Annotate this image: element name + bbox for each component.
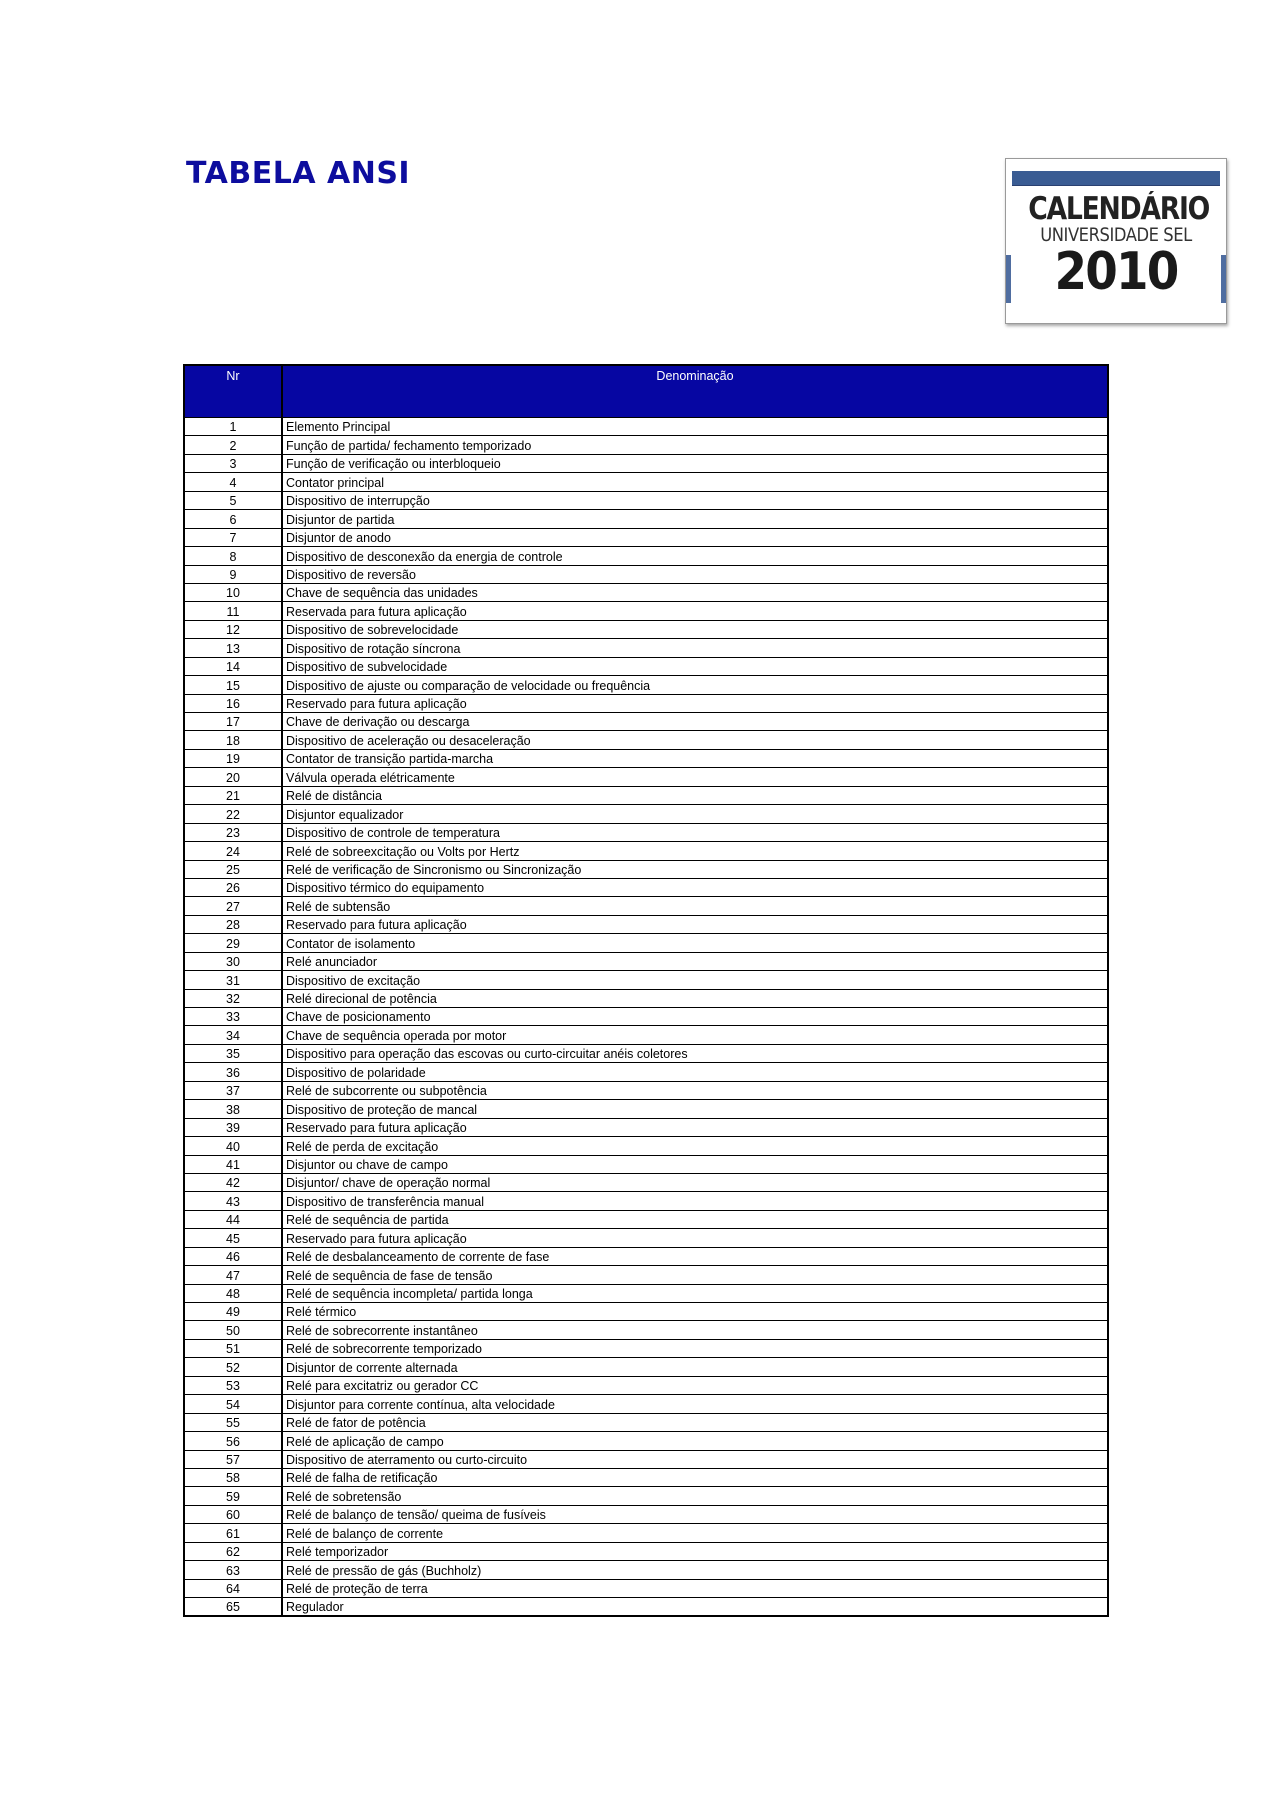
row-denominacao: Contator principal (282, 473, 1108, 491)
row-number: 31 (184, 971, 282, 989)
row-denominacao: Dispositivo de transferência manual (282, 1192, 1108, 1210)
header-denominacao: Denominação (282, 365, 1108, 418)
row-denominacao: Relé de balanço de corrente (282, 1524, 1108, 1542)
row-number: 8 (184, 547, 282, 565)
row-number: 42 (184, 1173, 282, 1191)
row-number: 1 (184, 418, 282, 436)
row-denominacao: Chave de derivação ou descarga (282, 713, 1108, 731)
table-row (184, 1505, 1108, 1523)
row-denominacao: Dispositivo de interrupção (282, 491, 1108, 509)
row-denominacao: Reservado para futura aplicação (282, 1118, 1108, 1136)
row-denominacao: Contator de transição partida-marcha (282, 749, 1108, 767)
table-row (184, 1542, 1108, 1560)
row-number: 6 (184, 510, 282, 528)
table-row (184, 1284, 1108, 1302)
table-row (184, 842, 1108, 860)
table-row (184, 971, 1108, 989)
table-row (184, 713, 1108, 731)
table-header-row (184, 365, 1108, 418)
table-row (184, 1044, 1108, 1062)
table-row (184, 1229, 1108, 1247)
table-row (184, 454, 1108, 472)
row-denominacao: Disjuntor para corrente contínua, alta velocidade (282, 1395, 1108, 1413)
row-number: 48 (184, 1284, 282, 1302)
logo-line-2: UNIVERSIDADE SEL (1040, 224, 1192, 246)
table-row (184, 1266, 1108, 1284)
row-denominacao: Relé direcional de potência (282, 989, 1108, 1007)
table-row (184, 1432, 1108, 1450)
table-row (184, 565, 1108, 583)
row-denominacao: Relé de desbalanceamento de corrente de fase (282, 1247, 1108, 1265)
table-row (184, 952, 1108, 970)
table-row (184, 1450, 1108, 1468)
row-denominacao: Relé de sobretensão (282, 1487, 1108, 1505)
row-number: 54 (184, 1395, 282, 1413)
logo-year: 2010 (1054, 242, 1178, 302)
row-denominacao: Dispositivo de subvelocidade (282, 657, 1108, 675)
table-row (184, 602, 1108, 620)
table-row (184, 436, 1108, 454)
row-denominacao: Dispositivo de aceleração ou desaceleração (282, 731, 1108, 749)
row-number: 20 (184, 768, 282, 786)
row-denominacao: Dispositivo térmico do equipamento (282, 878, 1108, 896)
row-number: 17 (184, 713, 282, 731)
row-number: 53 (184, 1376, 282, 1394)
row-denominacao: Relé de sequência de fase de tensão (282, 1266, 1108, 1284)
table-row (184, 1321, 1108, 1339)
table-row (184, 1026, 1108, 1044)
row-denominacao: Disjuntor de corrente alternada (282, 1358, 1108, 1376)
table-row (184, 1395, 1108, 1413)
table-row (184, 1137, 1108, 1155)
row-number: 44 (184, 1210, 282, 1228)
row-number: 5 (184, 491, 282, 509)
row-number: 24 (184, 842, 282, 860)
header-nr: Nr (184, 365, 282, 418)
row-number: 33 (184, 1008, 282, 1026)
row-denominacao: Disjuntor equalizador (282, 805, 1108, 823)
row-number: 15 (184, 676, 282, 694)
table-row (184, 1339, 1108, 1357)
table-row (184, 1487, 1108, 1505)
table-row (184, 1579, 1108, 1597)
row-number: 16 (184, 694, 282, 712)
table-row (184, 1081, 1108, 1099)
row-denominacao: Relé para excitatriz ou gerador CC (282, 1376, 1108, 1394)
row-number: 43 (184, 1192, 282, 1210)
row-denominacao: Relé de sobrecorrente temporizado (282, 1339, 1108, 1357)
row-denominacao: Disjuntor de partida (282, 510, 1108, 528)
table-row (184, 1192, 1108, 1210)
row-number: 11 (184, 602, 282, 620)
row-denominacao: Disjuntor ou chave de campo (282, 1155, 1108, 1173)
row-number: 21 (184, 786, 282, 804)
row-denominacao: Relé de fator de potência (282, 1413, 1108, 1431)
row-number: 38 (184, 1100, 282, 1118)
table-row (184, 934, 1108, 952)
logo-band (1012, 171, 1220, 186)
row-number: 46 (184, 1247, 282, 1265)
table-row (184, 1598, 1108, 1617)
table-row (184, 620, 1108, 638)
page-title: TABELA ANSI (186, 156, 411, 191)
row-number: 39 (184, 1118, 282, 1136)
row-number: 57 (184, 1450, 282, 1468)
table-row (184, 915, 1108, 933)
row-denominacao: Relé de distância (282, 786, 1108, 804)
table-row (184, 1063, 1108, 1081)
row-number: 3 (184, 454, 282, 472)
row-denominacao: Dispositivo de polaridade (282, 1063, 1108, 1081)
row-denominacao: Chave de sequência das unidades (282, 583, 1108, 601)
row-denominacao: Relé de pressão de gás (Buchholz) (282, 1561, 1108, 1579)
row-denominacao: Elemento Principal (282, 418, 1108, 436)
row-number: 29 (184, 934, 282, 952)
table-row (184, 749, 1108, 767)
row-denominacao: Válvula operada elétricamente (282, 768, 1108, 786)
row-denominacao: Chave de sequência operada por motor (282, 1026, 1108, 1044)
logo-line-1: CALENDÁRIO (1028, 191, 1209, 227)
row-denominacao: Chave de posicionamento (282, 1008, 1108, 1026)
row-denominacao: Dispositivo de aterramento ou curto-circuito (282, 1450, 1108, 1468)
table-row (184, 1100, 1108, 1118)
row-number: 35 (184, 1044, 282, 1062)
table-row (184, 528, 1108, 546)
row-denominacao: Dispositivo de controle de temperatura (282, 823, 1108, 841)
table-row (184, 676, 1108, 694)
table-row (184, 731, 1108, 749)
table-row (184, 805, 1108, 823)
table-row (184, 823, 1108, 841)
row-denominacao: Relé térmico (282, 1303, 1108, 1321)
row-denominacao: Relé de sequência de partida (282, 1210, 1108, 1228)
row-denominacao: Função de partida/ fechamento temporizado (282, 436, 1108, 454)
row-denominacao: Relé de verificação de Sincronismo ou Sincronização (282, 860, 1108, 878)
row-number: 14 (184, 657, 282, 675)
table-row (184, 639, 1108, 657)
row-number: 41 (184, 1155, 282, 1173)
row-denominacao: Reservado para futura aplicação (282, 694, 1108, 712)
table-row (184, 1173, 1108, 1191)
row-denominacao: Relé de proteção de terra (282, 1579, 1108, 1597)
row-denominacao: Relé de aplicação de campo (282, 1432, 1108, 1450)
table-row (184, 491, 1108, 509)
table-row (184, 418, 1108, 436)
table-row (184, 1358, 1108, 1376)
row-number: 7 (184, 528, 282, 546)
row-denominacao: Reservada para futura aplicação (282, 602, 1108, 620)
row-number: 13 (184, 639, 282, 657)
row-denominacao: Regulador (282, 1598, 1108, 1617)
row-denominacao: Dispositivo de rotação síncrona (282, 639, 1108, 657)
row-number: 59 (184, 1487, 282, 1505)
row-number: 58 (184, 1468, 282, 1486)
row-denominacao: Relé de subcorrente ou subpotência (282, 1081, 1108, 1099)
row-denominacao: Dispositivo de excitação (282, 971, 1108, 989)
row-number: 32 (184, 989, 282, 1007)
row-denominacao: Dispositivo de desconexão da energia de controle (282, 547, 1108, 565)
table-row (184, 547, 1108, 565)
row-number: 52 (184, 1358, 282, 1376)
table-row (184, 473, 1108, 491)
table-row (184, 1247, 1108, 1265)
row-number: 27 (184, 897, 282, 915)
row-denominacao: Dispositivo para operação das escovas ou curto-circuitar anéis coletores (282, 1044, 1108, 1062)
row-number: 62 (184, 1542, 282, 1560)
row-denominacao: Relé anunciador (282, 952, 1108, 970)
table-row (184, 1008, 1108, 1026)
table-row (184, 1468, 1108, 1486)
row-number: 40 (184, 1137, 282, 1155)
row-number: 60 (184, 1505, 282, 1523)
row-denominacao: Disjuntor de anodo (282, 528, 1108, 546)
row-number: 26 (184, 878, 282, 896)
row-denominacao: Dispositivo de sobrevelocidade (282, 620, 1108, 638)
row-number: 25 (184, 860, 282, 878)
row-number: 19 (184, 749, 282, 767)
row-number: 56 (184, 1432, 282, 1450)
row-denominacao: Dispositivo de reversão (282, 565, 1108, 583)
table-row (184, 694, 1108, 712)
row-number: 51 (184, 1339, 282, 1357)
row-denominacao: Relé de sequência incompleta/ partida longa (282, 1284, 1108, 1302)
row-number: 47 (184, 1266, 282, 1284)
row-denominacao: Dispositivo de proteção de mancal (282, 1100, 1108, 1118)
row-number: 36 (184, 1063, 282, 1081)
row-number: 4 (184, 473, 282, 491)
row-number: 12 (184, 620, 282, 638)
row-number: 50 (184, 1321, 282, 1339)
row-number: 22 (184, 805, 282, 823)
row-number: 10 (184, 583, 282, 601)
row-number: 65 (184, 1598, 282, 1617)
row-denominacao: Função de verificação ou interbloqueio (282, 454, 1108, 472)
row-number: 63 (184, 1561, 282, 1579)
table-row (184, 1155, 1108, 1173)
row-number: 34 (184, 1026, 282, 1044)
row-number: 28 (184, 915, 282, 933)
table-row (184, 657, 1108, 675)
row-denominacao: Disjuntor/ chave de operação normal (282, 1173, 1108, 1191)
row-denominacao: Relé de perda de excitação (282, 1137, 1108, 1155)
row-denominacao: Reservado para futura aplicação (282, 915, 1108, 933)
row-number: 2 (184, 436, 282, 454)
row-denominacao: Relé de sobreexcitação ou Volts por Hertz (282, 842, 1108, 860)
row-denominacao: Relé de balanço de tensão/ queima de fusíveis (282, 1505, 1108, 1523)
table-row (184, 878, 1108, 896)
table-row (184, 510, 1108, 528)
row-denominacao: Relé de sobrecorrente instantâneo (282, 1321, 1108, 1339)
row-number: 55 (184, 1413, 282, 1431)
row-number: 49 (184, 1303, 282, 1321)
row-denominacao: Relé de falha de retificação (282, 1468, 1108, 1486)
row-number: 30 (184, 952, 282, 970)
table-row (184, 1303, 1108, 1321)
row-denominacao: Relé temporizador (282, 1542, 1108, 1560)
row-denominacao: Dispositivo de ajuste ou comparação de velocidade ou frequência (282, 676, 1108, 694)
table-row (184, 860, 1108, 878)
row-number: 9 (184, 565, 282, 583)
row-denominacao: Relé de subtensão (282, 897, 1108, 915)
table-row (184, 897, 1108, 915)
table-row (184, 1118, 1108, 1136)
row-number: 61 (184, 1524, 282, 1542)
table-row (184, 768, 1108, 786)
calendar-logo (1005, 158, 1227, 324)
table-row (184, 1524, 1108, 1542)
row-number: 23 (184, 823, 282, 841)
row-number: 18 (184, 731, 282, 749)
table-row (184, 1413, 1108, 1431)
table-row (184, 1376, 1108, 1394)
table-row (184, 1210, 1108, 1228)
row-denominacao: Reservado para futura aplicação (282, 1229, 1108, 1247)
row-number: 64 (184, 1579, 282, 1597)
table-row (184, 583, 1108, 601)
row-denominacao: Contator de isolamento (282, 934, 1108, 952)
table-row (184, 989, 1108, 1007)
table-row (184, 786, 1108, 804)
table-body (184, 418, 1108, 1617)
table-row (184, 1561, 1108, 1579)
row-number: 37 (184, 1081, 282, 1099)
ansi-table (183, 364, 1109, 1617)
row-number: 45 (184, 1229, 282, 1247)
